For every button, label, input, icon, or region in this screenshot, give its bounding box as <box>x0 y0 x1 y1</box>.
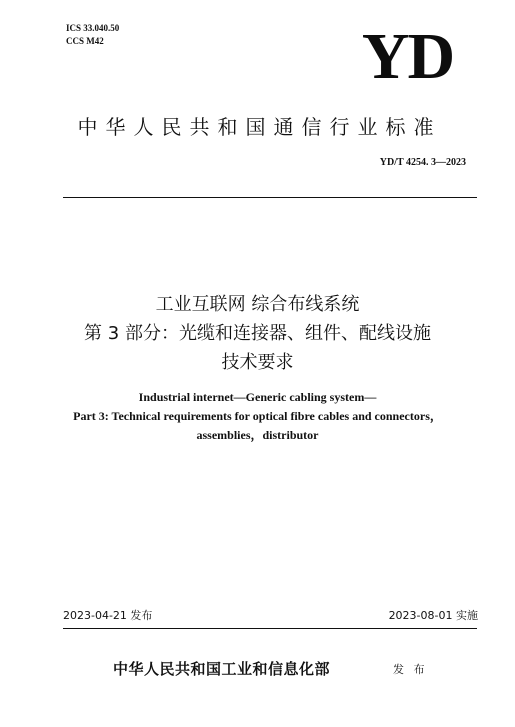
title-en-line-2: Part 3: Technical requirements for optical fibre cables and connectors， <box>73 409 442 423</box>
title-cn-line-3: 技术要求 <box>221 352 294 373</box>
implementation-date: 2023-08-01 实施 <box>388 609 478 622</box>
issue-date: 2023-04-21 发布 <box>63 609 153 622</box>
title-cn-line-2: 第 3 部分：光缆和连接器、组件、配线设施 <box>84 323 431 344</box>
standard-type: 中华人民共和国通信行业标准 <box>77 115 442 139</box>
ccs-code: CCS M42 <box>66 36 104 46</box>
title-cn-line-1: 工业互联网 综合布线系统 <box>155 294 360 315</box>
title-en-line-1: Industrial internet—Generic cabling system— <box>138 390 377 404</box>
issued-label: 发 布 <box>393 663 428 676</box>
yd-logo: YD <box>361 20 454 93</box>
standard-number: YD/T 4254. 3—2023 <box>379 157 466 168</box>
bottom-divider <box>63 628 477 629</box>
issuing-authority: 中华人民共和国工业和信息化部 <box>113 660 331 678</box>
title-en-line-3: assemblies，distributor <box>196 428 319 442</box>
top-divider <box>63 197 477 198</box>
ics-code: ICS 33.040.50 <box>66 23 120 33</box>
